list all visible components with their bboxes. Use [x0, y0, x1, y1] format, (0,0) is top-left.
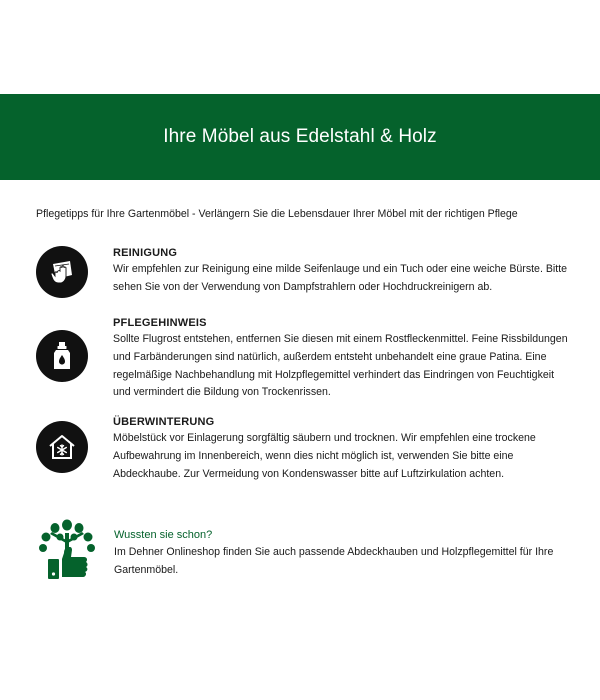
section-heading: REINIGUNG	[113, 247, 178, 259]
care-bottle-icon	[36, 330, 88, 382]
house-snowflake-icon	[36, 421, 88, 473]
section-body: Möbelstück vor Einlagerung sorgfältig säubern und trocknen. Wir empfehlen eine trockene Aufbewahrung im Innenbereich, wenn dies nicht möglich ist, verwenden Sie bitte eine Abdeckhaube. Zur Vermeidung von Kondenswasser bitte auf Luftzirkulation achten.	[113, 432, 536, 480]
section-heading: PFLEGEHINWEIS	[113, 317, 207, 329]
cleaning-cloth-hand-icon	[36, 246, 88, 298]
section-body: Wir empfehlen zur Reinigung eine milde Seifenlauge und ein Tuch oder eine weiche Bürste. Bitte sehen Sie von der Verwendung von Dampfstrahlern oder Hochdruckreinigern ab.	[113, 263, 568, 293]
header-banner	[0, 94, 600, 180]
section-body: Sollte Flugrost entstehen, entfernen Sie diesen mit einem Rostfleckenmittel. Feine Rissbildungen und Farbänderungen sind natürlich, außerdem entsteht unbehandelt eine graue Patina. Eine regelmäßige Nachbehandlung mit Holzpflegemittel verhindert das Eindringen von Feuchtigkeit und vermindert die Bildung von Trockenrissen.	[113, 333, 568, 399]
intro-text: Pflegetipps für Ihre Gartenmöbel - Verlängern Sie die Lebensdauer Ihrer Möbel mit der richtigen Pflege	[36, 208, 518, 220]
tip-body: Im Dehner Onlineshop finden Sie auch passende Abdeckhauben und Holzpflegemittel für Ihre Gartenmöbel.	[114, 546, 554, 576]
tip-heading: Wussten sie schon?	[114, 529, 213, 541]
thumbs-up-tree-icon	[38, 519, 96, 583]
section-heading: ÜBERWINTERUNG	[113, 416, 215, 428]
page-title: Ihre Möbel aus Edelstahl & Holz	[163, 126, 437, 147]
